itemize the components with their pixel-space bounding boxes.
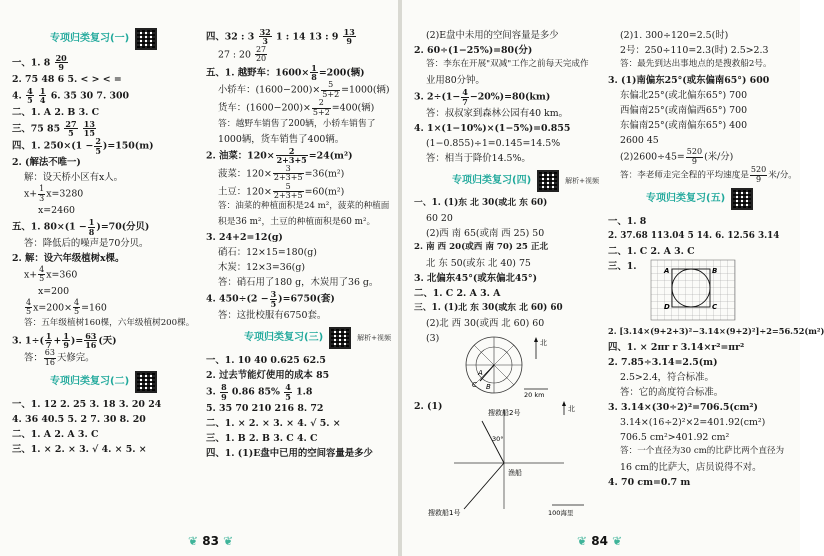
answer-line: 硝石：12×15=180(g) [218,247,317,259]
answer-line: 货车：(1600−200)× $\frac{2}{5+2}$ =400(辆) [218,98,375,117]
right-page [402,0,824,556]
fishing-boat-label: 渔船 [508,469,522,478]
answer-line: $\frac{4}{5}$ x=200× $\frac{4}{5}$ =160 [26,297,107,317]
answer-line: 五、1. 80×(1 − $\frac{1}{8}$ )=70(分贝) [12,217,150,237]
answer-line: 五、1. 越野车：1600× $\frac{1}{8}$ =200(辆) [206,62,365,82]
answer-line: (1−0.855)÷1=0.145=14.5% [426,138,561,150]
answer-line: 3. 3.14×(30÷2)²=706.5(cm²) [608,402,758,414]
leaf-icon: ❦ [612,534,623,548]
answer-line: (2)北 西 30(或西 北 60) 60 [426,318,545,330]
qr-code-icon[interactable] [135,28,157,50]
answer-line: 东偏南25°(或南偏东65°) 400 [620,120,748,132]
qr-label: 解析+视频 [565,176,599,185]
scale-label: 20 km [524,391,545,400]
answer-line: 答：降低后的噪声是70分贝。 [24,237,149,249]
answer-line: 东偏北25°(或北偏东65°) 700 [620,90,748,102]
answer-line: 27 : 20 $\frac{27}{20}$ [218,44,267,64]
answer-line: 2. 解：设六年级植树x棵。 [12,252,125,264]
answer-line: 四、1. (1)E盘中已用的空间容量是多少 [206,448,373,460]
answer-line: (2)西 南 65(或南 西 25) 50 [426,228,545,240]
answer-line: 三、75 85 $\frac{27}{5}$ $\frac{13}{15}$ [12,118,95,139]
answer-line: 答：硝石用了180 g，木炭用了36 g。 [218,277,379,289]
answer-line: 3. (1)南偏东25°(或东偏南65°) 600 [608,75,770,87]
section-title: 专项归类复习(二) [50,376,130,388]
answer-line: 三、1. × 2. × 3. √ 4. × 5. × [12,444,147,456]
answer-line: 答：五年级植树160棵，六年级植树200棵。 [24,317,195,328]
answer-line: 二、1. C 2. A 3. A [414,288,501,300]
answer-line: 土豆：120× $\frac{5}{2+3+5}$ =60(m²) [218,181,345,200]
answer-line: x+ $\frac{4}{5}$ x=360 [24,265,78,284]
answer-line: 3. 24+2=12(g) [206,232,283,244]
answer-line: 16 cm的比萨大，店员说得不对。 [620,462,762,474]
scale-label: 100海里 [548,509,574,518]
answer-line: 3.14×(16÷2)²×2=401.92(cm²) [620,417,766,429]
north-label: 北 [540,339,547,348]
answer-line: 2. (1) 搜救船2号 30° 渔船 搜救船1号 北 100海里 [414,399,599,519]
answer-line: 3. 2÷(1− $\frac{4}{7}$ −20%)=80(km) [414,87,551,107]
answer-line: 706.5 cm²>401.92 cm² [620,432,730,444]
qr-label: 解析+视频 [357,333,392,342]
answer-line: x+ $\frac{1}{3}$ x=3280 [24,184,84,203]
answer-line: (2)1. 300÷120=2.5(时) [620,30,729,41]
answer-line: 四、1. 250×(1 − $\frac{2}{5}$ )=150(m) [12,136,154,156]
answer-line: 一、1. 12 2. 25 3. 18 3. 20 24 [12,399,162,411]
answer-line: 积是36 m²，土豆的种植面积是60 m²。 [218,217,376,228]
point-label-c: C [472,381,477,390]
answer-line: 2. (解法不唯一) [12,157,81,169]
section-title: 专项归类复习(五) [646,192,726,204]
answer-line: 2. [3.14×(9+2+3)²−3.14×(9+2)²]÷2=56.52(m²) [608,325,824,336]
qr-code-icon[interactable] [329,327,351,349]
answer-line: 二、1. × 2. × 3. × 4. √ 5. × [206,418,341,430]
answer-line: 4. 36 40.5 5. 2 7. 30 8. 20 [12,414,146,426]
answer-line: 4. $\frac{4}{5}$ $\frac{1}{4}$ 6. 35 30 7. 300 [12,85,130,106]
answer-line: 2号：250÷110=2.3(时) 2.5>2.3 [620,45,769,57]
answer-line: 三、1. A B D C [608,259,796,325]
answer-line: 答：它的高度符合标准。 [620,387,724,399]
right-column-2 [608,28,824,490]
section-title: 专项归类复习(四) [452,175,532,187]
rescue-ships-diagram [414,401,594,519]
point-label-b: B [712,266,718,275]
answer-line: 2. 75 48 6 5. < > < = [12,73,122,85]
answer-line: 答： $\frac{63}{16}$ 天修完。 [24,348,95,367]
left-column-1 [12,28,197,457]
page-number: ❦ 83 ❦ [188,534,234,548]
angle-label: 30° [492,435,504,444]
section-2-header [50,371,197,393]
answer-line: 答：最先到达出事地点的是搜救船2号。 [620,59,772,70]
answer-line: (2)E盘中未用的空间容量是多少 [426,30,559,41]
answer-line: 小轿车：(1600−200)× $\frac{5}{5+2}$ =1000(辆) [218,80,390,99]
right-column-1 [414,28,599,519]
answer-line: 解：设天桥小区有x人。 [24,172,124,184]
answer-line: 北 东 50(或东 北 40) 75 [426,258,531,270]
answer-line: 三、1. (1)北 东 30(或东 北 60) 60 [414,303,563,314]
answer-line: 答：越野车销售了200辆，小轿车销售了 [218,118,376,129]
answer-line: 2. 7.85÷3.14=2.5(m) [608,357,718,369]
answer-line: 2600 45 [620,135,659,147]
point-label-b: B [486,383,491,392]
answer-line: 三、1. B 2. B 3. C 4. C [206,433,318,445]
north-label: 北 [568,405,575,414]
answer-line: x=200 [38,285,70,297]
answer-line: 业用80分钟。 [426,75,485,87]
answer-line: 二、1. A 2. A 3. C [12,429,99,441]
leaf-icon: ❦ [223,534,234,548]
answer-line: 答：油菜的种植面积是24 m²，菠菜的种植面 [218,201,390,212]
page-number: ❦ 84 ❦ [577,534,623,548]
answer-line: 答：相当于降价14.5%。 [426,153,531,165]
left-page [0,0,398,556]
answer-line: 一、1. 10 40 0.625 62.5 [206,355,326,367]
section-title: 专项归类复习(三) [244,332,324,344]
answer-line: (3) A B C 北 20 km [414,331,599,399]
answer-line: 西偏南25°(或南偏西65°) 700 [620,105,748,117]
answer-line: 一、1. 8 [608,215,647,227]
qr-code-icon[interactable] [537,170,559,192]
compass-diagram [444,331,564,400]
answer-line: 2. 油菜：120× $\frac{2}{2+3+5}$ =24(m²) [206,145,353,166]
point-label-c: C [712,302,718,311]
section-3-header [244,327,394,349]
ship-2-label: 搜救船2号 [488,409,521,418]
answer-line: 答：一个直径为30 cm的比萨比两个直径为 [620,446,785,457]
answer-line: 4. 70 cm=0.7 m [608,477,691,489]
answer-line: (2)2600÷45= $\frac{520}{9}$ (米/分) [620,147,734,166]
answer-line: 2. 60÷(1−25%)=80(分) [414,45,533,57]
answer-line: 答：这批校服有6750套。 [218,310,327,322]
section-4-header [452,170,599,192]
answer-line: 菠菜：120× $\frac{3}{2+3+5}$ =36(m²) [218,163,345,183]
qr-code-icon[interactable] [731,188,753,210]
answer-line: 四、32 : 3 $\frac{32}{3}$ 1 : 14 13 : 9 $\frac{13}{9}$ [206,27,355,47]
answer-line: 答：李老师走完全程的平均速度是 $\frac{520}{9}$ 米/分。 [620,165,797,184]
answer-line: 4. 1×(1−10%)×(1−5%)=0.855 [414,122,571,134]
point-label-a: A [664,266,670,275]
section-5-header [646,188,796,210]
answer-line: 5. 35 70 210 216 8. 72 [206,403,324,415]
answer-line: 答：李东在开展"双减"工作之前每天完成作 [426,59,589,70]
answer-line: 2. 过去节能灯使用的成本 85 [206,370,330,382]
answer-line: 60 20 [426,213,453,225]
answer-line: 2.5>2.4，符合标准。 [620,372,714,384]
answer-line: 3. 北偏东45°(或东偏北45°) [414,273,538,285]
answer-line: 1000辆，货车销售了400辆。 [218,133,345,145]
answer-line: 二、1. C 2. A 3. C [608,245,695,257]
leaf-icon: ❦ [188,534,199,548]
answer-line: 答：叔叔家到森林公园有40 km。 [426,107,568,119]
answer-line: 2. 南 西 20(或西 南 70) 25 正北 [414,242,549,253]
left-column-2 [206,28,394,461]
answer-line: 四、1. × 2πr r 3.14×r²=πr² [608,341,745,353]
point-label-a: A [478,369,483,378]
answer-line: 二、1. A 2. B 3. C [12,106,100,118]
section-title: 专项归类复习(一) [50,33,130,44]
answer-line: 3. $\frac{8}{9}$ 0.86 85% $\frac{4}{5}$ 1.8 [206,382,313,402]
point-label-d: D [664,302,670,311]
ship-1-label: 搜救船1号 [428,509,461,518]
section-1-header [50,28,197,50]
grid-circle-diagram [650,259,742,323]
answer-line: x=2460 [38,205,76,217]
answer-line: 一、1. (1)东 北 30(或北 东 60) [414,198,548,209]
fraction: $\frac{20}{9}$ [55,53,67,73]
answer-line: 4. 450÷(2 − $\frac{3}{5}$ )=6750(套) [206,289,335,309]
answer-line: 一、1. 8 $\frac{20}{9}$ [12,53,67,73]
qr-code-icon[interactable] [135,371,157,393]
answer-line: 3. 1÷( $\frac{1}{7}$ + $\frac{1}{9}$ )= $\frac{63}{16}$ (天) [12,330,117,351]
leaf-icon: ❦ [577,534,588,548]
answer-line: 木炭：12×3=36(g) [218,262,305,274]
answer-line: 2. 37.68 113.04 5 14. 6. 12.56 3.14 [608,230,780,241]
